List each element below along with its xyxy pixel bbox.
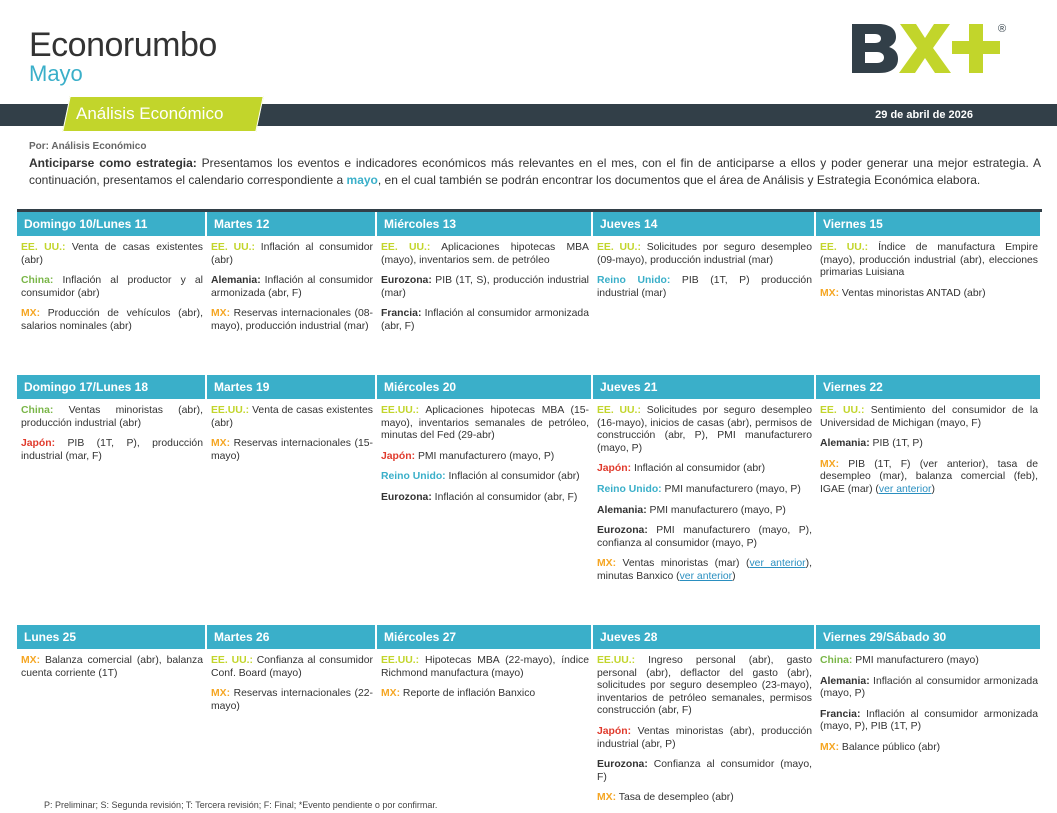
event-country: EE. UU.: xyxy=(211,242,255,253)
event-item xyxy=(820,438,1038,451)
event-text: Ventas minoristas (abr), producción industrial (abr, P) xyxy=(597,725,812,750)
event-item xyxy=(381,471,589,484)
event-item xyxy=(820,709,1038,734)
event-country: Reino Unido: xyxy=(597,275,671,287)
event-text: Hipotecas MBA (22-mayo), índice Richmond manufactura (mayo) xyxy=(381,655,589,679)
event-text: PIB (1T, P), producción industrial (mar, F) xyxy=(21,438,203,462)
event-country: China: xyxy=(21,275,54,287)
event-country: MX: xyxy=(597,792,617,804)
event-text: Reservas internacionales (08-mayo), producción industrial (mar) xyxy=(211,308,373,332)
event-country: MX: xyxy=(211,308,231,320)
event-country: Alemania: xyxy=(820,438,870,450)
event-item xyxy=(21,275,203,300)
event-item xyxy=(597,759,812,784)
event-text: Aplicaciones hipotecas MBA (mayo), inventarios sem. de petróleo xyxy=(381,242,589,266)
event-country: Reino Unido: xyxy=(381,471,446,483)
event-country: Eurozona: xyxy=(597,759,648,771)
day-header: Martes 19 xyxy=(207,375,377,399)
event-text: Índice de manufactura Empire (mayo), producción industrial (abr), elecciones primarias Luisiana xyxy=(820,242,1038,279)
event-country: MX: xyxy=(597,558,617,570)
event-text: PIB (1T, P) producción industrial (mar) xyxy=(597,275,812,299)
ver-anterior-link[interactable]: ver anterior xyxy=(749,558,806,570)
event-text: Solicitudes por seguro desempleo (09-mayo), producción industrial (mar) xyxy=(597,242,812,266)
event-text: PMI manufacturero (mayo) xyxy=(852,655,979,666)
day-cell xyxy=(377,399,593,592)
event-text: PIB (1T, P) xyxy=(869,438,923,450)
event-item xyxy=(597,242,812,267)
day-cell xyxy=(593,399,816,592)
event-item xyxy=(211,242,373,267)
event-country: Reino Unido: xyxy=(597,483,662,495)
day-cell xyxy=(207,399,377,592)
event-item xyxy=(820,742,1038,755)
event-item xyxy=(381,451,589,464)
event-country: Alemania: xyxy=(820,675,870,687)
event-text: ) xyxy=(931,483,935,495)
event-text: Ventas minoristas (abr), producción industrial (abr) xyxy=(21,405,203,429)
event-item xyxy=(381,688,589,701)
page-subtitle: Mayo xyxy=(29,61,83,86)
byline: Por: Análisis Económico xyxy=(29,141,147,152)
event-item xyxy=(211,688,373,713)
event-text: Inflación al consumidor armonizada (abr, F) xyxy=(381,308,589,332)
event-country: MX: xyxy=(820,741,840,753)
day-cell xyxy=(377,649,593,813)
event-item xyxy=(597,558,812,583)
event-country: EE. UU.: xyxy=(21,242,66,253)
day-cell xyxy=(816,236,1042,342)
event-text: Balanza comercial (abr), balanza cuenta corriente (1T) xyxy=(21,655,203,679)
event-text: PMI manufacturero (mayo, P), confianza al consumidor (mayo, P) xyxy=(597,525,812,549)
event-item xyxy=(211,438,373,463)
event-country: MX: xyxy=(211,688,231,700)
event-text: Inflación al consumidor armonizada (mayo, P) xyxy=(820,675,1038,700)
event-country: EE.UU.: xyxy=(381,405,420,416)
day-header: Lunes 25 xyxy=(17,625,207,649)
event-item xyxy=(597,405,812,455)
event-item xyxy=(820,655,1038,668)
event-country: EE. UU.: xyxy=(597,405,641,416)
event-item xyxy=(597,726,812,751)
event-text: Confianza al consumidor (mayo, F) xyxy=(597,759,812,783)
event-item xyxy=(381,308,589,333)
section-tag: Análisis Económico xyxy=(76,104,224,123)
event-text: PMI manufacturero (mayo, P) xyxy=(646,504,786,516)
day-header: Jueves 28 xyxy=(593,625,816,649)
footnote: P: Preliminar; S: Segunda revisión; T: Tercera revisión; F: Final; *Evento pendiente o por confirmar. xyxy=(44,800,438,810)
event-text: Solicitudes por seguro desempleo (16-mayo), inicios de casas (abr), permisos de construcción (abr, P), PMI manufacturero (mayo, P) xyxy=(597,405,812,454)
day-header: Miércoles 20 xyxy=(377,375,593,399)
event-text: Reporte de inflación Banxico xyxy=(400,688,536,700)
event-country: EE.UU.: xyxy=(381,655,420,666)
event-text: Inflación al consumidor armonizada (abr, F) xyxy=(211,275,373,299)
day-header: Viernes 15 xyxy=(816,212,1042,236)
event-item xyxy=(820,242,1038,280)
event-text: Aplicaciones hipotecas MBA (15-mayo), inventarios semanales de petróleo, minutas del Fed (29-abr) xyxy=(381,405,589,442)
event-item xyxy=(381,405,589,443)
event-item xyxy=(381,492,589,505)
day-cell xyxy=(207,236,377,342)
event-text: Venta de casas existentes (abr) xyxy=(211,405,373,429)
day-header: Miércoles 27 xyxy=(377,625,593,649)
day-header: Jueves 21 xyxy=(593,375,816,399)
intro-lead: Anticiparse como estrategia: xyxy=(29,156,197,170)
bx-logo xyxy=(850,20,1010,76)
event-country: MX: xyxy=(21,308,41,320)
day-cell xyxy=(593,236,816,342)
day-header: Viernes 22 xyxy=(816,375,1042,399)
event-item xyxy=(820,459,1038,497)
day-cell xyxy=(593,649,816,813)
day-header: Jueves 14 xyxy=(593,212,816,236)
registered-mark: ® xyxy=(998,23,1007,35)
event-country: Eurozona: xyxy=(597,525,648,537)
event-item xyxy=(21,655,203,680)
event-item xyxy=(597,505,812,518)
event-text: Ingreso personal (abr), gasto personal (abr), deflactor del gasto (abr), solicitudes por seguro desempleo (23-mayo), inventarios de petróleo semanales, permisos construcción (abr, F) xyxy=(597,655,812,717)
event-item xyxy=(597,792,812,805)
event-country: Alemania: xyxy=(211,275,261,287)
day-cell xyxy=(816,399,1042,592)
day-cell xyxy=(207,649,377,813)
day-header: Martes 26 xyxy=(207,625,377,649)
event-text: PIB (1T, S), producción industrial (mar) xyxy=(381,275,589,299)
event-country: MX: xyxy=(381,688,401,700)
intro-text-2: , en el cual también se podrán encontrar los documentos que el área de Análisis y Estrategia Económica elabora. xyxy=(377,173,981,187)
event-text: Inflación al consumidor (abr, F) xyxy=(431,491,578,503)
event-text: Inflación al consumidor (abr) xyxy=(211,242,373,266)
ver-anterior-link[interactable]: ver anterior xyxy=(878,483,932,495)
event-text: ) xyxy=(732,570,736,582)
report-date: 29 de abril de 2026 xyxy=(875,109,973,121)
event-text: Venta de casas existentes (abr) xyxy=(21,242,203,266)
day-header: Martes 12 xyxy=(207,212,377,236)
day-cell xyxy=(17,649,207,813)
event-item xyxy=(21,242,203,267)
intro-text-1: Presentamos los eventos e indicadores económicos más relevantes en el mes, con el fin de anticiparse a ellos y poder generar una mejor estrategia. A continuación, presentamos el calendario correspondiente a xyxy=(29,156,1041,187)
event-item xyxy=(21,308,203,333)
event-item xyxy=(21,405,203,430)
event-text: PMI manufacturero (mayo, P) xyxy=(415,450,555,462)
event-country: MX: xyxy=(820,287,840,299)
page-title: Econorumbo xyxy=(29,26,217,64)
event-item xyxy=(597,484,812,497)
event-item xyxy=(597,525,812,550)
event-country: EE. UU.: xyxy=(820,405,865,416)
day-header: Miércoles 13 xyxy=(377,212,593,236)
day-cell xyxy=(377,236,593,342)
intro-highlight: mayo xyxy=(346,173,378,187)
event-item xyxy=(597,463,812,476)
event-text: Tasa de desempleo (abr) xyxy=(616,792,734,804)
event-country: MX: xyxy=(21,655,41,666)
event-country: China: xyxy=(21,405,54,416)
event-item xyxy=(211,405,373,430)
event-item xyxy=(597,655,812,718)
day-header: Viernes 29/Sábado 30 xyxy=(816,625,1042,649)
event-text: Balance público (abr) xyxy=(839,741,941,753)
event-text: Ventas minoristas ANTAD (abr) xyxy=(839,287,986,299)
event-country: Francia: xyxy=(820,708,861,720)
intro-paragraph xyxy=(29,155,1041,189)
event-text: Reservas internacionales (15-mayo) xyxy=(211,438,373,462)
event-text: PIB (1T, F) (ver anterior), tasa de desempleo (mar), balanza comercial (feb), IGAE (mar) ( xyxy=(820,458,1038,495)
event-item xyxy=(21,438,203,463)
event-item xyxy=(381,655,589,680)
event-country: EE.UU.: xyxy=(211,405,250,416)
event-item xyxy=(820,405,1038,430)
event-country: EE. UU.: xyxy=(597,242,641,253)
event-item xyxy=(597,275,812,300)
event-item xyxy=(211,275,373,300)
event-country: MX: xyxy=(211,438,231,450)
event-item xyxy=(381,275,589,300)
event-text: Ventas minoristas (mar) ( xyxy=(616,558,750,570)
event-country: China: xyxy=(820,655,853,666)
day-header: Domingo 17/Lunes 18 xyxy=(17,375,207,399)
event-country: Eurozona: xyxy=(381,275,432,287)
day-cell xyxy=(17,399,207,592)
event-item xyxy=(211,655,373,680)
event-country: Japón: xyxy=(597,463,632,475)
event-country: Japón: xyxy=(21,438,56,450)
event-country: EE. UU.: xyxy=(820,242,869,253)
event-country: EE. UU.: xyxy=(381,242,431,253)
event-country: EE. UU.: xyxy=(211,655,253,666)
event-item xyxy=(211,308,373,333)
event-text: Inflación al consumidor armonizada (mayo, P), PIB (1T, P) xyxy=(820,708,1038,733)
event-text: Inflación al consumidor (abr) xyxy=(445,471,580,483)
event-country: Alemania: xyxy=(597,504,647,516)
event-text: Inflación al productor y al consumidor (abr) xyxy=(21,275,203,299)
calendar-week xyxy=(17,212,1042,342)
calendar-week xyxy=(17,625,1042,813)
event-text: ), minutas Banxico ( xyxy=(597,558,812,582)
calendar-week xyxy=(17,375,1042,592)
event-country: Japón: xyxy=(597,725,632,737)
event-text: Inflación al consumidor (abr) xyxy=(631,463,766,475)
event-item xyxy=(820,288,1038,301)
event-country: MX: xyxy=(820,458,840,470)
day-cell xyxy=(17,236,207,342)
event-text: Sentimiento del consumidor de la Universidad de Michigan (mayo, F) xyxy=(820,405,1038,429)
event-text: Reservas internacionales (22-mayo) xyxy=(211,688,373,712)
day-cell xyxy=(816,649,1042,813)
event-text: Producción de vehículos (abr), salarios nominales (abr) xyxy=(21,308,203,332)
event-country: EE.UU.: xyxy=(597,655,636,666)
event-country: Eurozona: xyxy=(381,491,432,503)
event-item xyxy=(381,242,589,267)
event-item xyxy=(820,676,1038,701)
event-country: Francia: xyxy=(381,308,422,320)
day-header: Domingo 10/Lunes 11 xyxy=(17,212,207,236)
event-country: Japón: xyxy=(381,450,416,462)
event-text: Confianza al consumidor Conf. Board (mayo) xyxy=(211,655,373,679)
event-text: PMI manufacturero (mayo, P) xyxy=(661,483,801,495)
ver-anterior-link[interactable]: ver anterior xyxy=(679,570,733,582)
